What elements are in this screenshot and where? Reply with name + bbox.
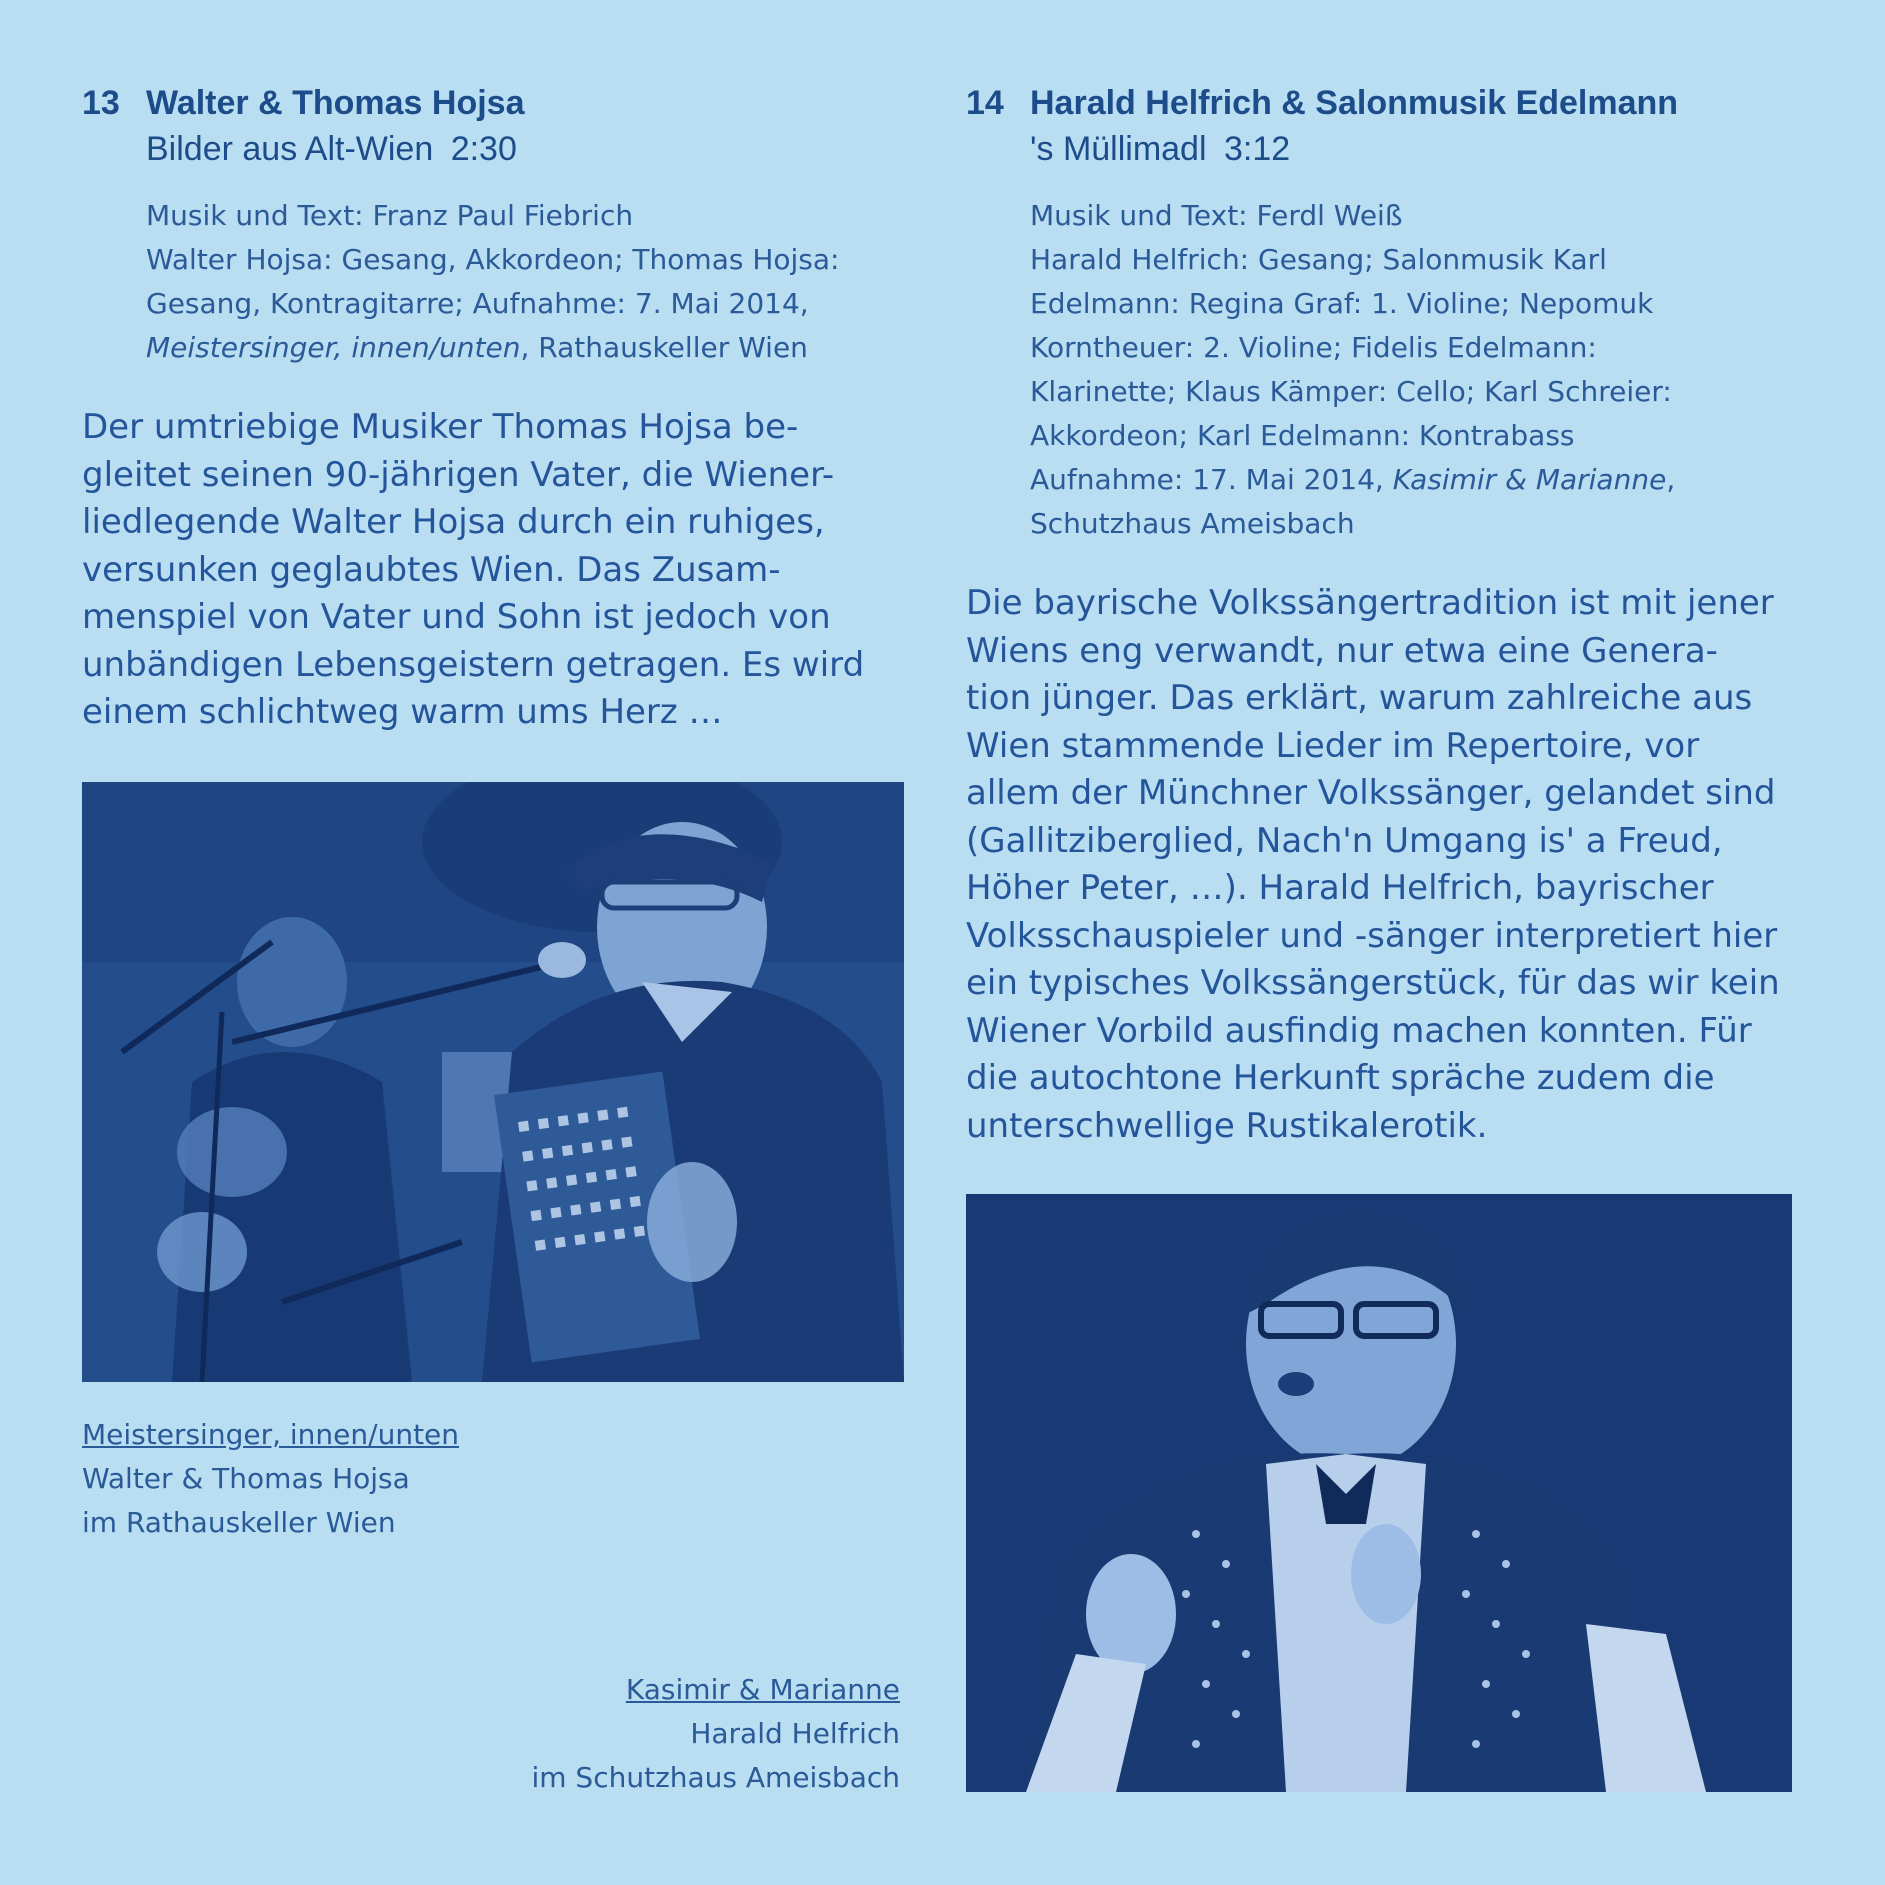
body-line: Volksschauspieler und -sänger interpretiert hier (966, 915, 1778, 956)
body-line: Der umtriebige Musiker Thomas Hojsa be- (82, 407, 799, 447)
credit-rec-suffix: , (1666, 463, 1676, 496)
body-line: versunken geglaubtes Wien. Das Zusam- (82, 549, 781, 590)
track-14-number: 14 (966, 84, 1004, 122)
credit-line: Harald Helfrich: Gesang; Salonmusik Karl (1030, 243, 1607, 276)
caption-artist: Harald Helfrich (690, 1717, 900, 1750)
track-13-artist: Walter & Thomas Hojsa (146, 84, 525, 122)
track-13-credits (146, 194, 839, 370)
body-line: die autochtone Herkunft spräche zudem die (966, 1058, 1715, 1098)
credit-line: Musik und Text: Franz Paul Fiebrich (146, 199, 634, 232)
body-line: unbändigen Lebensgeistern getragen. Es wird (82, 644, 865, 685)
track-13-number: 13 (82, 84, 120, 122)
track-13-title: Bilder aus Alt-Wien (146, 130, 434, 168)
caption-location: im Schutzhaus Ameisbach (531, 1761, 900, 1794)
body-line: (Gallitziberglied, Nach'n Umgang is' a Freud, (966, 820, 1723, 861)
credit-rec-prefix: Aufnahme: 17. Mai 2014, (1030, 463, 1393, 496)
body-line: Wiens eng verwandt, nur etwa eine Genera- (966, 630, 1718, 671)
credit-line: Schutzhaus Ameisbach (1030, 507, 1355, 540)
body-line: tion jünger. Das erklärt, warum zahlreiche aus (966, 678, 1753, 718)
credit-line: Akkordeon; Karl Edelmann: Kontrabass (1030, 419, 1575, 452)
credit-line: Gesang, Kontragitarre; Aufnahme: 7. Mai 2014, (146, 287, 809, 320)
body-line: unterschwellige Rustikalerotik. (966, 1105, 1488, 1146)
credit-venue-italic: Meistersinger, innen/unten (146, 331, 521, 364)
credit-line: Walter Hojsa: Gesang, Akkordeon; Thomas Hojsa: (146, 243, 840, 276)
track-13-duration: 2:30 (450, 130, 517, 168)
body-line: menspiel von Vater und Sohn ist jedoch von (82, 597, 831, 637)
caption-artists: Walter & Thomas Hojsa (82, 1462, 410, 1495)
track-14-credits (1030, 194, 1675, 546)
track-14-artist: Harald Helfrich & Salonmusik Edelmann (1030, 84, 1679, 122)
body-line: Die bayrische Volkssängertradition ist mit jener (966, 583, 1774, 623)
credit-line (146, 326, 839, 370)
photo-helfrich-singing (966, 1194, 1792, 1792)
credit-line: Musik und Text: Ferdl Weiß (1030, 199, 1403, 232)
track-13-title-line (146, 130, 517, 169)
body-line: gleitet seinen 90-jährigen Vater, die Wiener- (82, 454, 835, 495)
credit-line: Korntheuer: 2. Violine; Fidelis Edelmann: (1030, 331, 1597, 364)
photo-caption-14 (82, 1668, 900, 1800)
photo-caption-13 (82, 1413, 459, 1545)
caption-location: im Rathauskeller Wien (82, 1506, 396, 1539)
credit-line: Edelmann: Regina Graf: 1. Violine; Nepomuk (1030, 287, 1654, 320)
caption-venue: Meistersinger, innen/unten (82, 1418, 460, 1451)
body-line: liedlegende Walter Hojsa durch ein ruhiges, (82, 502, 825, 542)
body-line: allem der Münchner Volkssänger, gelandet sind (966, 773, 1776, 813)
credit-line: Klarinette; Klaus Kämper: Cello; Karl Schreier: (1030, 375, 1672, 408)
body-line: Wien stammende Lieder im Repertoire, vor (966, 725, 1700, 766)
track-13-description (82, 404, 864, 737)
track-14-description (966, 580, 1780, 1150)
caption-venue: Kasimir & Marianne (625, 1673, 900, 1706)
track-14-title-line (1030, 130, 1290, 169)
track-14-duration: 3:12 (1223, 130, 1291, 168)
body-line: Höher Peter, …). Harald Helfrich, bayrischer (966, 868, 1714, 908)
photo-hojsa-performance (82, 782, 904, 1382)
credit-venue-italic: Kasimir & Marianne (1392, 463, 1667, 496)
body-line: Wiener Vorbild ausfindig machen konnten. Für (966, 1010, 1752, 1051)
credit-venue-rest: , Rathauskeller Wien (520, 331, 808, 364)
credit-line (1030, 458, 1675, 502)
track-14-title: 's Müllimadl (1030, 130, 1207, 168)
body-line: ein typisches Volkssängerstück, für das wir kein (966, 963, 1780, 1003)
body-line: einem schlichtweg warm ums Herz … (82, 692, 723, 732)
